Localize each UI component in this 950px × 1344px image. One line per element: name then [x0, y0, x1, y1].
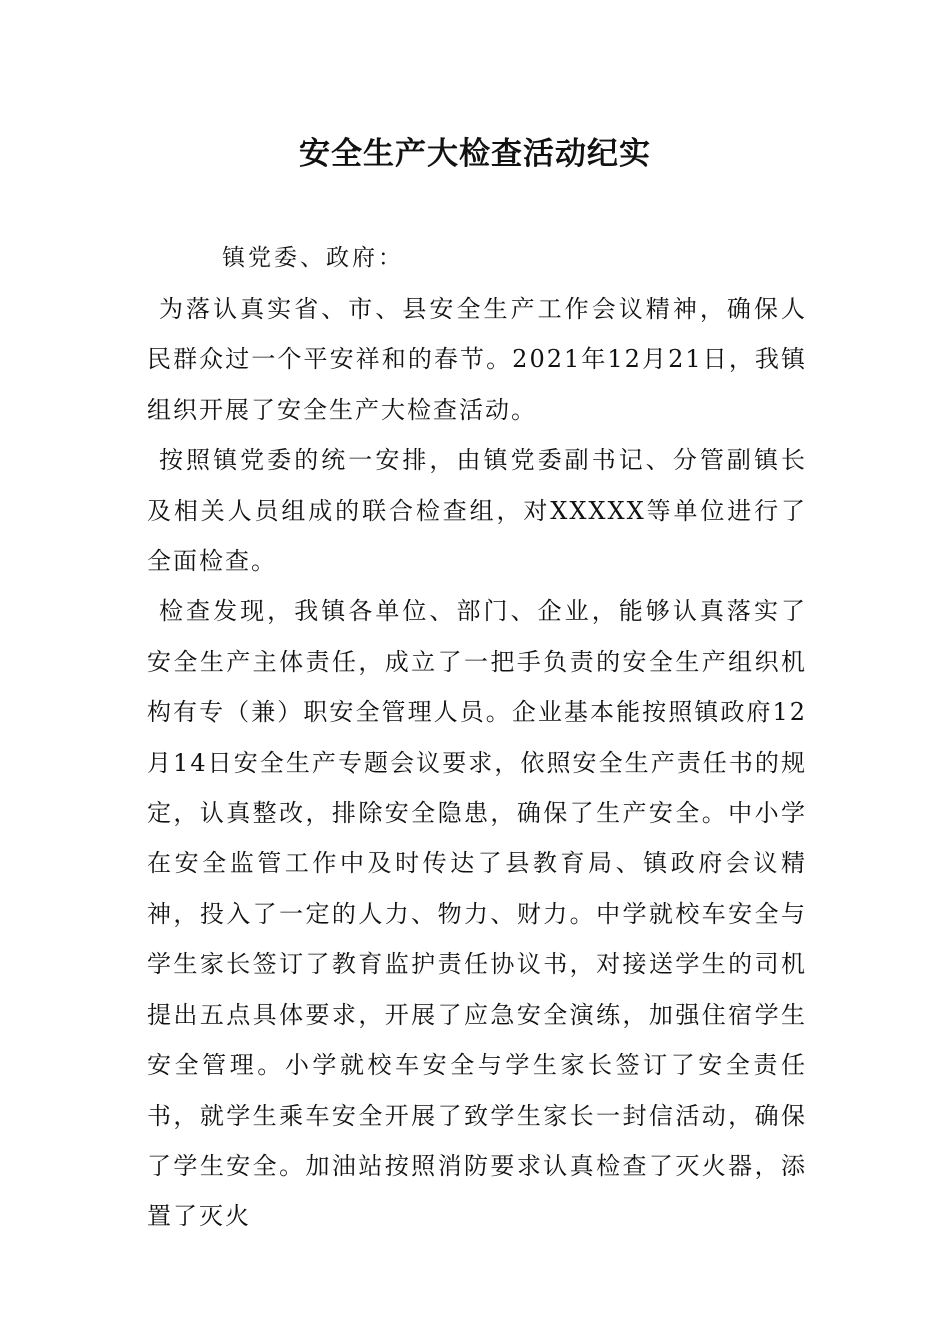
document-body: [147, 284, 807, 1242]
paragraph: 按照镇党委的统一安排，由镇党委副书记、分管副镇长及相关人员组成的联合检查组，对XXXXX等单位进行了全面检查。: [147, 446, 807, 576]
document-title: 安全生产大检查活动纪实: [299, 136, 651, 172]
salutation: 镇党委、政府：: [222, 245, 404, 271]
paragraph: 为落认真实省、市、县安全生产工作会议精神，确保人民群众过一个平安祥和的春节。2021年12月21日，我镇组织开展了安全生产大检查活动。: [147, 295, 807, 424]
paragraph: 检查发现，我镇各单位、部门、企业，能够认真落实了安全生产主体责任，成立了一把手负责的安全生产组织机构有专（兼）职安全管理人员。企业基本能按照镇政府12月14日安全生产专题会议要求，依照安全生产责任书的规定，认真整改，排除安全隐患，确保了生产安全。中小学在安全监管工作中及时传达了县教育局、镇政府会议精神，投入了一定的人力、物力、财力。中学就校车安全与学生家长签订了教育监护责任协议书，对接送学生的司机提出五点具体要求，开展了应急安全演练，加强住宿学生安全管理。小学就校车安全与学生家长签订了安全责任书，就学生乘车安全开展了致学生家长一封信活动，确保了学生安全。加油站按照消防要求认真检查了灭火器，添置了灭火: [147, 597, 807, 1231]
